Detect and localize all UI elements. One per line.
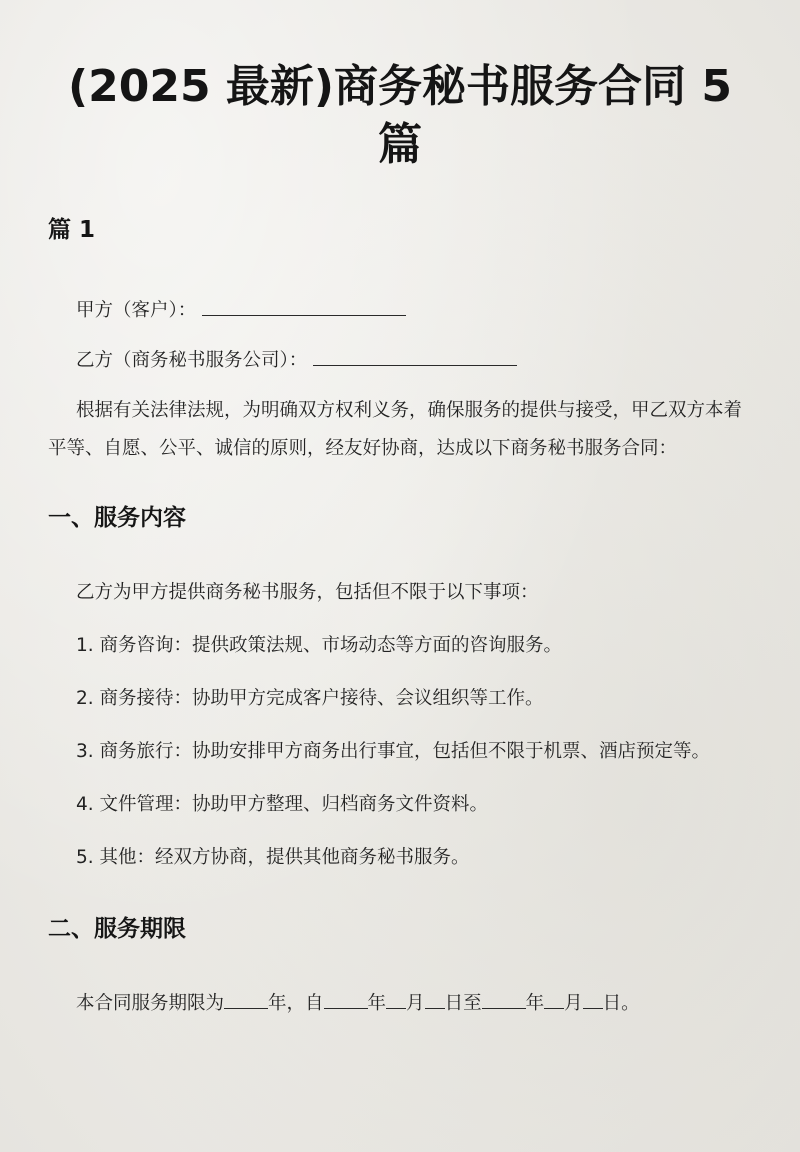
service-item-reception: 2. 商务接待：协助甲方完成客户接待、会议组织等工作。 <box>76 688 544 709</box>
term-text-part: 月 <box>564 993 583 1014</box>
term-text-part: 日至 <box>444 993 482 1014</box>
service-item-documents: 4. 文件管理：协助甲方整理、归档商务文件资料。 <box>76 794 489 815</box>
term-text-part: 日。 <box>602 993 640 1014</box>
term-text-part: 月 <box>406 993 425 1014</box>
start-month-blank <box>386 986 406 1009</box>
end-month-blank <box>544 986 564 1009</box>
start-year-blank <box>324 986 368 1009</box>
party-b-blank <box>313 343 517 366</box>
section-heading-service-term: 二、服务期限 <box>48 916 186 942</box>
term-text-part: 年 <box>525 993 545 1014</box>
service-item-consulting: 1. 商务咨询：提供政策法规、市场动态等方面的咨询服务。 <box>76 635 563 656</box>
party-a-blank <box>202 293 406 316</box>
service-content-lead: 乙方为甲方提供商务秘书服务，包括但不限于以下事项： <box>76 582 539 603</box>
service-term-text <box>48 985 752 1023</box>
end-day-blank <box>583 986 603 1009</box>
service-item-travel: 3. 商务旅行：协助安排甲方商务出行事宜，包括但不限于机票、酒店预定等。 <box>76 741 711 762</box>
start-day-blank <box>425 986 445 1009</box>
party-a-label: 甲方（客户）： <box>76 300 197 321</box>
party-b-label: 乙方（商务秘书服务公司）： <box>76 350 308 371</box>
intro-paragraph: 根据有关法律法规，为明确双方权利义务，确保服务的提供与接受，甲乙双方本着平等、自愿、公平、诚信的原则，经友好协商，达成以下商务秘书服务合同： <box>48 400 743 459</box>
part-heading: 篇 1 <box>48 217 96 243</box>
term-text-part: 年，自 <box>268 993 324 1014</box>
document-title: (2025 最新)商务秘书服务合同 5 篇 <box>68 61 732 170</box>
term-text-part: 年 <box>367 993 387 1014</box>
term-years-blank <box>224 986 268 1009</box>
end-year-blank <box>482 986 526 1009</box>
term-text-part: 本合同服务期限为 <box>76 993 225 1014</box>
section-heading-service-content: 一、服务内容 <box>48 505 186 531</box>
party-b-line <box>48 342 752 380</box>
party-a-line <box>48 292 752 330</box>
service-item-other: 5. 其他：经双方协商，提供其他商务秘书服务。 <box>76 847 470 868</box>
